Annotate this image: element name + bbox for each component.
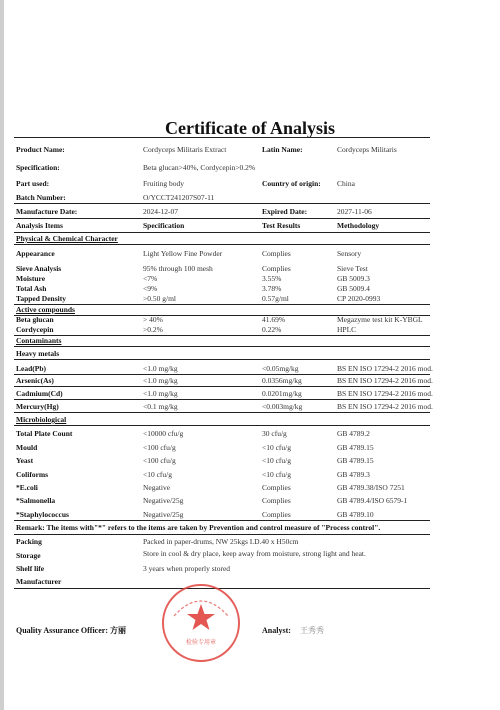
row-item: Tapped Density	[16, 294, 66, 303]
batch-value: O/YCCT241207S07-11	[143, 193, 215, 202]
row-result: 0.0201mg/kg	[262, 389, 302, 398]
row-item: Moisture	[16, 274, 46, 283]
row-spec: <0.1 mg/kg	[143, 402, 178, 411]
rule	[14, 346, 430, 347]
part-used-label: Part used:	[16, 179, 50, 188]
row-spec: <1.0 mg/kg	[143, 376, 178, 385]
row-spec: <7%	[143, 274, 158, 283]
storage-label: Storage	[16, 551, 41, 560]
row-result: Complies	[262, 483, 291, 492]
rule	[14, 425, 430, 426]
row-result: Complies	[262, 496, 291, 505]
country-value: China	[337, 179, 355, 188]
rule	[14, 335, 430, 336]
row-method: GB 5009.4	[337, 284, 370, 293]
shelf-life-label: Shelf life	[16, 564, 45, 573]
row-item: Arsenic(As)	[16, 376, 54, 385]
rule	[14, 244, 430, 245]
rule	[14, 374, 430, 375]
mfg-date-value: 2024-12-07	[143, 207, 178, 216]
row-spec: Negative/25g	[143, 510, 184, 519]
row-spec: Light Yellow Fine Powder	[143, 249, 223, 258]
row-method: GB 4789.38/ISO 7251	[337, 483, 405, 492]
rule	[14, 386, 430, 387]
specification-label: Specification:	[16, 163, 60, 172]
row-spec: <10000 cfu/g	[143, 429, 184, 438]
row-result: 41.69%	[262, 315, 286, 324]
header-specification: Specification	[143, 221, 185, 230]
row-method: GB 4789.4/ISO 6579-1	[337, 496, 408, 505]
packing-label: Packing	[16, 537, 42, 546]
row-method: GB 4789.15	[337, 443, 374, 452]
part-used-value: Fruiting body	[143, 179, 185, 188]
section-physical: Physical & Chemical Character	[16, 234, 118, 243]
rule	[14, 520, 430, 521]
row-result: 30 cfu/g	[262, 429, 287, 438]
section-contaminants: Contaminants	[16, 336, 62, 345]
rule	[14, 304, 430, 305]
row-result: <10 cfu/g	[262, 470, 292, 479]
row-spec: >0.50 g/ml	[143, 294, 176, 303]
rule	[14, 534, 430, 535]
section-microbiological: Microbiological	[16, 415, 67, 424]
row-item: Yeast	[16, 456, 34, 465]
shelf-life-value: 3 years when properly stored	[143, 564, 231, 573]
rule	[14, 399, 430, 400]
specification-value: Beta glucan>40%, Cordycepin>0.2%	[143, 163, 256, 172]
row-method: GB 4789.3	[337, 470, 370, 479]
official-seal-stamp	[160, 582, 242, 664]
storage-value: Store in cool & dry place, keep away from moisture, strong light and heat.	[143, 549, 366, 558]
row-result: Complies	[262, 510, 291, 519]
mfg-date-label: Manufacture Date:	[16, 207, 78, 216]
analyst-label: Analyst:	[262, 626, 291, 635]
row-method: GB 4789.15	[337, 456, 374, 465]
row-method: Sieve Test	[337, 264, 368, 273]
row-item: Mould	[16, 443, 38, 452]
row-spec: >0.2%	[143, 325, 163, 334]
batch-label: Batch Number:	[16, 193, 66, 202]
row-item: *Staphylococcus	[16, 510, 69, 519]
rule	[14, 412, 430, 413]
row-result: 0.0356mg/kg	[262, 376, 302, 385]
rule	[14, 359, 430, 360]
row-item: Total Plate Count	[16, 429, 73, 438]
row-result: Complies	[262, 264, 291, 273]
header-analysis-items: Analysis Items	[16, 221, 63, 230]
row-method: BS EN ISO 17294-2 2016 mod.	[337, 402, 433, 411]
row-item: Sieve Analysis	[16, 264, 62, 273]
row-method: BS EN ISO 17294-2 2016 mod.	[337, 364, 433, 373]
latin-name-label: Latin Name:	[262, 145, 303, 154]
rule	[14, 218, 430, 219]
row-result: Complies	[262, 249, 291, 258]
country-label: Country of origin:	[262, 179, 321, 188]
remark-text: Remark: The items with"*" refers to the items are taken by Prevention and control measure of "Process control".	[16, 523, 381, 532]
row-method: GB 4789.10	[337, 510, 374, 519]
row-result: <10 cfu/g	[262, 456, 292, 465]
product-name-value: Cordyceps Militaris Extract	[143, 145, 227, 154]
row-item: *E.coli	[16, 483, 38, 492]
product-name-label: Product Name:	[16, 145, 65, 154]
row-item: Beta glucan	[16, 315, 54, 324]
row-item: Lead(Pb)	[16, 364, 46, 373]
exp-date-label: Expired Date:	[262, 207, 308, 216]
packing-value: Packed in paper-drums, NW 25kgs I.D.40 x H50cm	[143, 537, 299, 546]
row-result: 3.55%	[262, 274, 282, 283]
row-method: BS EN ISO 17294-2 2016 mod.	[337, 389, 433, 398]
row-spec: 95% through 100 mesh	[143, 264, 213, 273]
manufacturer-label: Manufacturer	[16, 577, 62, 586]
row-result: 3.78%	[262, 284, 282, 293]
row-item: Cordycepin	[16, 325, 54, 334]
row-spec: > 40%	[143, 315, 163, 324]
analyst-name: 王秀秀	[300, 626, 324, 635]
row-item: Cadmium(Cd)	[16, 389, 63, 398]
row-spec: <1.0 mg/kg	[143, 364, 178, 373]
row-method: GB 5009.3	[337, 274, 370, 283]
row-item: Appearance	[16, 249, 55, 258]
row-spec: Negative	[143, 483, 171, 492]
row-item: Total Ash	[16, 284, 47, 293]
row-method: HPLC	[337, 325, 357, 334]
rule	[14, 232, 430, 233]
row-method: Megazyme test kit K-YBGL	[337, 315, 423, 324]
scan-edge	[0, 0, 4, 710]
heavy-metals-label: Heavy metals	[16, 349, 60, 358]
rule	[14, 203, 430, 204]
row-item: *Salmonella	[16, 496, 56, 505]
header-methodology: Methodology	[337, 221, 380, 230]
row-spec: <9%	[143, 284, 158, 293]
qa-officer: Quality Assurance Officer: 方丽	[16, 626, 126, 635]
row-spec: <10 cfu/g	[143, 470, 173, 479]
row-item: Coliforms	[16, 470, 49, 479]
row-result: <0.05mg/kg	[262, 364, 299, 373]
row-result: 0.22%	[262, 325, 282, 334]
row-spec: <100 cfu/g	[143, 443, 176, 452]
latin-name-value: Cordyceps Militaris	[337, 145, 397, 154]
row-item: Mercury(Hg)	[16, 402, 59, 411]
row-spec: <100 cfu/g	[143, 456, 176, 465]
row-method: Sensory	[337, 249, 362, 258]
header-test-results: Test Results	[262, 221, 301, 230]
row-spec: <1.0 mg/kg	[143, 389, 178, 398]
row-method: BS EN ISO 17294-2 2016 mod.	[337, 376, 433, 385]
row-result: <10 cfu/g	[262, 443, 292, 452]
row-spec: Negative/25g	[143, 496, 184, 505]
row-method: CP 2020-0993	[337, 294, 381, 303]
certificate-title: Certificate of Analysis	[165, 118, 335, 138]
exp-date-value: 2027-11-06	[337, 207, 372, 216]
section-active: Active compounds	[16, 305, 75, 314]
row-result: 0.57g/ml	[262, 294, 289, 303]
seal-text: 检验专用章	[185, 639, 217, 646]
row-method: GB 4789.2	[337, 429, 370, 438]
row-result: <0.003mg/kg	[262, 402, 303, 411]
top-rule	[14, 137, 430, 138]
